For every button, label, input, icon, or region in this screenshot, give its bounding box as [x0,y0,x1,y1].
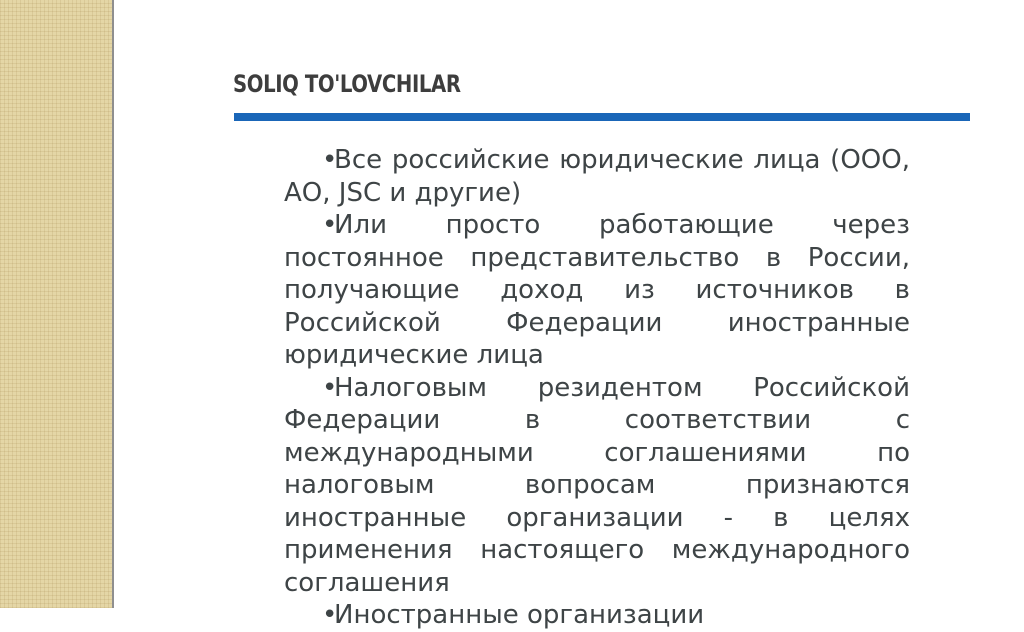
title-underline-bar [234,113,970,121]
bullet-item-3 [284,372,910,600]
decorative-side-strip [0,0,112,608]
bullet-text-2: Или просто работающие через постоянное представительство в России, получающие доход из источников в Российской Федерации иностранные юридические лица [284,210,910,370]
bullet-marker: • [322,210,338,240]
bullet-marker: • [322,145,338,175]
bullet-item-4 [284,599,910,632]
bullet-text-4: Иностранные организации [334,600,705,630]
slide-title: SOLIQ TO'LOVCHILAR [233,70,461,98]
bullet-marker: • [322,600,338,630]
side-strip-divider [112,0,114,608]
bullet-marker: • [322,372,338,403]
bullet-item-1 [284,144,910,209]
slide-body [284,144,910,630]
bullet-text-3: Налоговым резидентом Российской Федерации в соответствии с международными соглашениями по налоговым вопросам признаются иностранные организации - в целях применения настоящего международного соглашения [284,372,910,598]
bullet-item-2 [284,209,910,372]
bullet-text-1: Все российские юридические лица (ООО, АО, JSC и другие) [284,145,910,208]
